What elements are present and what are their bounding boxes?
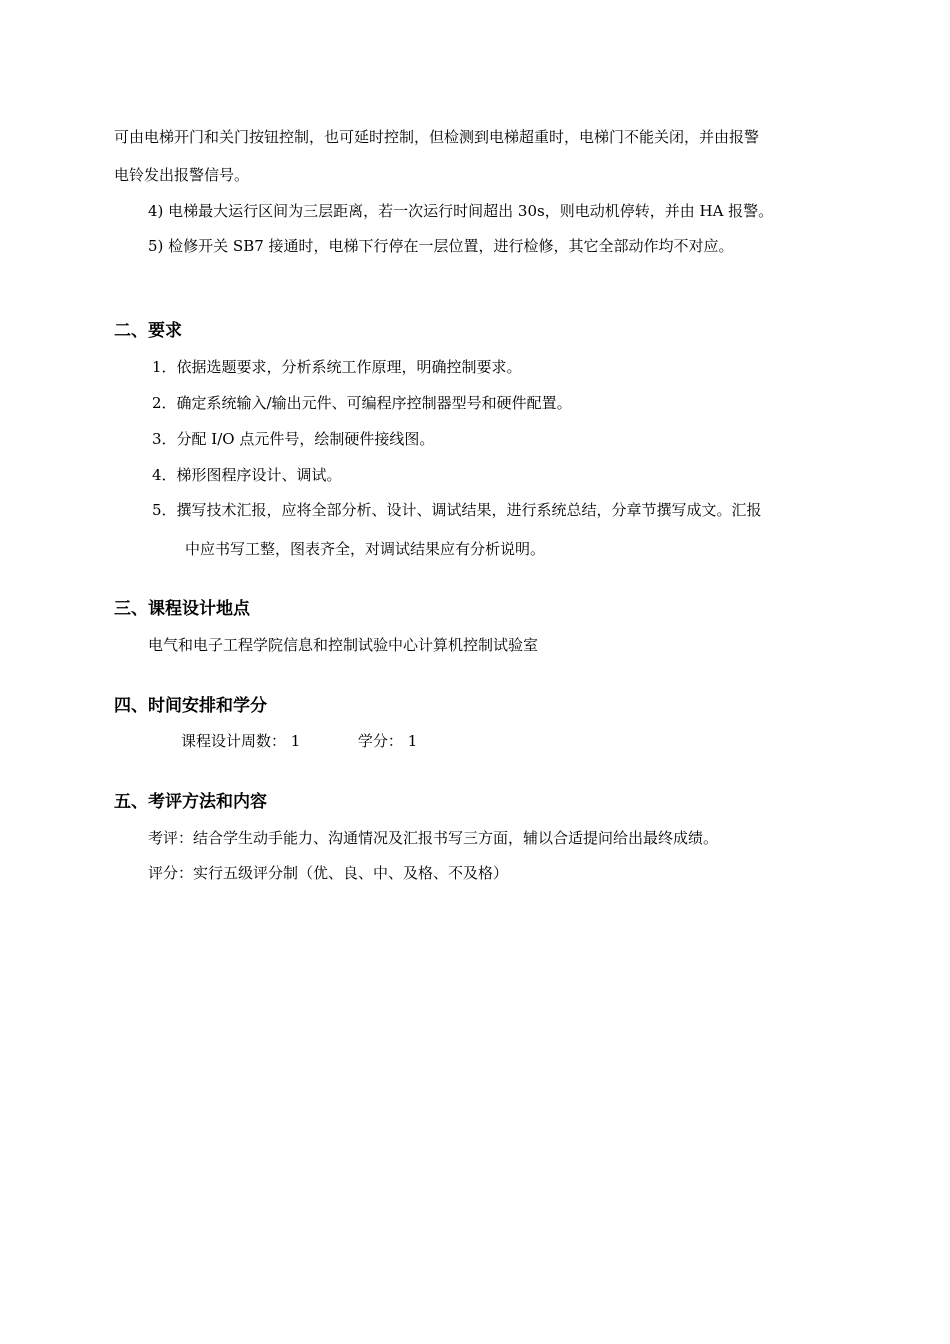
credit-value: 1 <box>407 732 418 750</box>
location-text: 电气和电子工程学院信息和控制试验中心计算机控制试验室 <box>148 636 539 654</box>
list-item-continuation: 中应书写工整，图表齐全，对调试结果应有分析说明。 <box>185 540 546 558</box>
paragraph-line: 可由电梯开门和关门按钮控制，也可延时控制，但检测到电梯超重时，电梯门不能关闭，并由报警 <box>114 128 760 146</box>
weeks-label: 课程设计周数： <box>181 732 287 750</box>
credit-label: 学分： <box>357 732 403 750</box>
grading-text: 评分：实行五级评分制（优、良、中、及格、不及格） <box>148 864 509 882</box>
list-item: 4) 电梯最大运行区间为三层距离，若一次运行时间超出 30s，则电动机停转，并由 HA 报警。 <box>148 202 774 220</box>
list-item: 3．分配 I/O 点元件号，绘制硬件接线图。 <box>152 430 435 448</box>
schedule-line <box>181 731 417 751</box>
evaluation-text: 考评：结合学生动手能力、沟通情况及汇报书写三方面，辅以合适提问给出最终成绩。 <box>148 829 719 847</box>
section-heading-evaluation: 五、考评方法和内容 <box>114 792 267 812</box>
section-heading-schedule: 四、时间安排和学分 <box>114 696 267 716</box>
list-item: 5．撰写技术汇报，应将全部分析、设计、调试结果，进行系统总结，分章节撰写成文。汇报 <box>152 501 762 519</box>
list-item: 2．确定系统输入/输出元件、可编程序控制器型号和硬件配置。 <box>152 394 572 412</box>
section-heading-requirements: 二、要求 <box>114 321 182 341</box>
paragraph-line: 电铃发出报警信号。 <box>114 166 250 184</box>
section-heading-location: 三、课程设计地点 <box>114 599 250 619</box>
weeks-value: 1 <box>290 732 301 750</box>
list-item: 5) 检修开关 SB7 接通时，电梯下行停在一层位置，进行检修，其它全部动作均不对应。 <box>148 237 734 255</box>
list-item: 4．梯形图程序设计、调试。 <box>152 466 342 484</box>
list-item: 1．依据选题要求，分析系统工作原理，明确控制要求。 <box>152 358 522 376</box>
